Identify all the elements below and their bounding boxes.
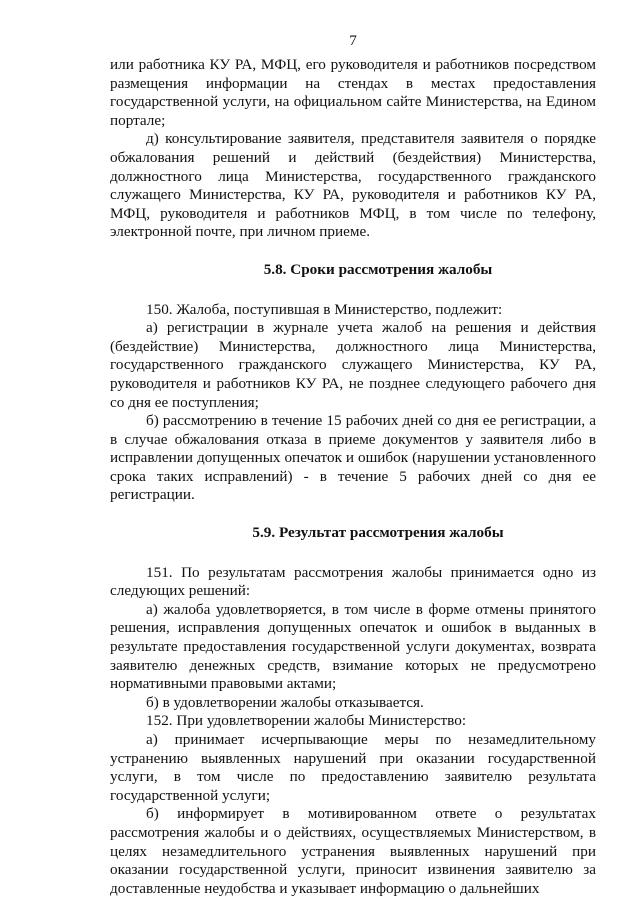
document-page [110, 32, 596, 898]
paragraph-151-a: а) жалоба удовлетворяется, в том числе в форме отмены принятого решения, исправления допущенных опечаток и ошибок в выданных в результате предоставления государственной услуги документах, возврата заявителю денежных средств, взимание которых не предусмотрено нормативными правовыми актами; [110, 600, 596, 693]
section-heading-5-8: 5.8. Сроки рассмотрения жалобы [263, 260, 493, 278]
paragraph-continuation: или работника КУ РА, МФЦ, его руководителя и работников посредством размещения информации на стендах в местах предоставления государственной услуги, на официальном сайте Министерства, на Едином портале; [110, 56, 596, 129]
section-heading-5-9: 5.9. Результат рассмотрения жалобы [252, 524, 504, 542]
page-number: 7 [349, 32, 357, 49]
paragraph-150: 150. Жалоба, поступившая в Министерство, подлежит: [146, 300, 503, 318]
paragraph-150-b: б) рассмотрению в течение 15 рабочих дней со дня ее регистрации, а в случае обжалования отказа в приеме документов у заявителя либо в исправлении допущенных опечаток и ошибок (нарушении установленного срока таких исправлений) - в течение 5 рабочих дней со дня ее регистрации. [110, 412, 596, 504]
paragraph-152-a: а) принимает исчерпывающие меры по незамедлительному устранению выявленных нарушений при оказании государственной услуги, в том числе по предоставлению заявителю результата государственной услуги; [110, 731, 596, 804]
paragraph-151-b: б) в удовлетворении жалобы отказывается. [146, 693, 424, 711]
paragraph-152: 152. При удовлетворении жалобы Министерство: [146, 712, 467, 730]
paragraph-150-a: а) регистрации в журнале учета жалоб на решения и действия (бездействие) Министерства, должностного лица Министерства, государственного гражданского служащего Министерства, КУ РА, руководителя и работников КУ РА, не позднее следующего рабочего дня со дня ее поступления; [110, 319, 596, 411]
paragraph-151: 151. По результатам рассмотрения жалобы принимается одно из следующих решений: [110, 563, 596, 600]
paragraph-item-d: д) консультирование заявителя, представителя заявителя о порядке обжалования решений и действий (бездействия) Министерства, должностного лица Министерства, государственного гражданского служащего Министерства, КУ РА, руководителя и работников КУ РА, МФЦ, руководителя и работников МФЦ, в том числе по телефону, электронной почте, при личном приеме. [110, 130, 596, 241]
paragraph-152-b: б) информирует в мотивированном ответе о результатах рассмотрения жалобы и о действиях, осуществляемых Министерством, в целях незамедлительного устранения выявленных нарушений при оказании государственной услуги, приносит извинения заявителю за доставленные неудобства и указывает информацию о дальнейших [110, 805, 596, 897]
